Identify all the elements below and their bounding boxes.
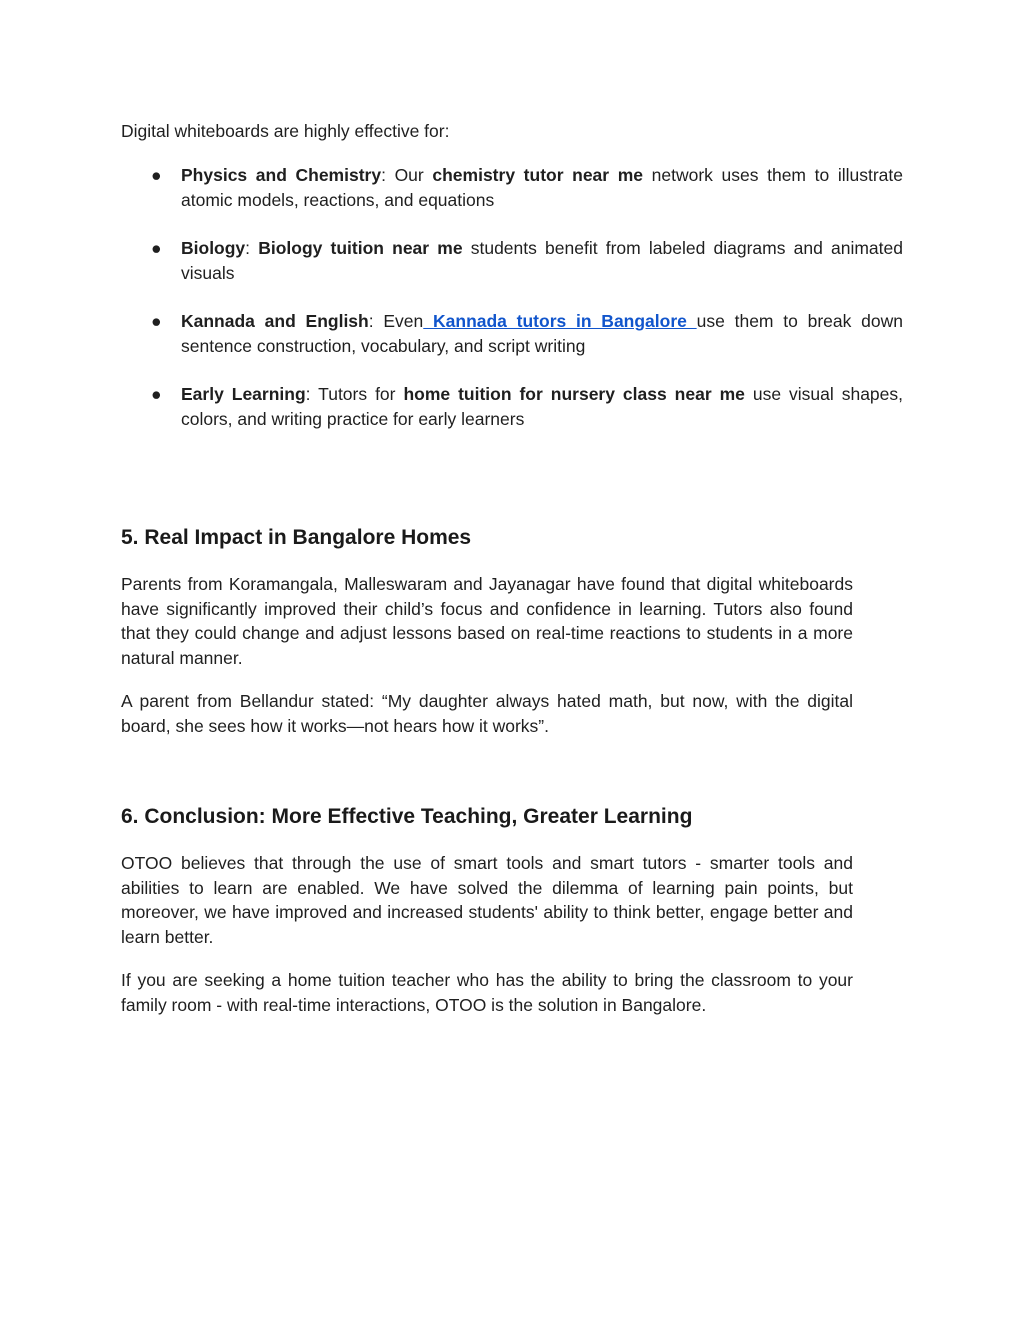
list-item-biology [121, 236, 903, 285]
section-paragraph: A parent from Bellandur stated: “My daughter always hated math, but now, with the digital board, she sees how it works—not hears how it works”. [121, 691, 853, 736]
list-item-term: Early Learning [181, 384, 306, 404]
bullet-icon: ● [151, 165, 162, 185]
section-heading-conclusion: 6. Conclusion: More Effective Teaching, Greater Learning [121, 805, 693, 828]
list-item-separator: : Even [368, 311, 424, 331]
list-item-physics-chemistry [121, 163, 903, 212]
list-item-kannada-english [121, 309, 903, 358]
list-item-keyword: home tuition for nursery class near me [403, 384, 745, 404]
section-paragraph: OTOO believes that through the use of smart tools and smart tutors - smarter tools and abilities to learn are enabled. We have solved the dilemma of learning pain points, but moreover, we have improved and increased students' ability to think better, engage better and learn better. [121, 853, 853, 947]
list-item-separator: : [245, 238, 259, 258]
bullet-icon: ● [151, 238, 162, 258]
bullet-icon: ● [151, 384, 162, 404]
list-item-separator: : Tutors for [305, 384, 404, 404]
section-heading-real-impact: 5. Real Impact in Bangalore Homes [121, 526, 472, 549]
list-item-keyword: Biology tuition near me [258, 238, 463, 258]
list-item-term: Kannada and English [181, 311, 369, 331]
list-item-text: use visual shapes, colors, and writing practice for early learners [181, 384, 904, 429]
bullet-icon: ● [151, 311, 162, 331]
list-item-early-learning [121, 382, 903, 431]
list-item-term: Biology [181, 238, 246, 258]
list-item-text: network uses them to illustrate atomic models, reactions, and equations [181, 165, 904, 210]
subject-list [121, 163, 903, 455]
kannada-tutors-link[interactable]: Kannada tutors in Bangalore [423, 311, 697, 331]
list-item-term: Physics and Chemistry [181, 165, 382, 185]
section-paragraph: Parents from Koramangala, Malleswaram and Jayanagar have found that digital whiteboards have significantly improved their child’s focus and confidence in learning. Tutors also found that they could change and adjust lessons based on real-time reactions to students in a more natural manner. [121, 574, 853, 668]
section-paragraph: If you are seeking a home tuition teacher who has the ability to bring the classroom to your family room - with real-time interactions, OTOO is the solution in Bangalore. [121, 970, 853, 1015]
list-item-keyword: chemistry tutor near me [432, 165, 644, 185]
list-item-text: students benefit from labeled diagrams and animated visuals [181, 238, 903, 283]
list-item-separator: : Our [381, 165, 433, 185]
list-item-text: use them to break down sentence construction, vocabulary, and script writing [181, 311, 903, 356]
intro-text: Digital whiteboards are highly effective for: [121, 121, 450, 141]
